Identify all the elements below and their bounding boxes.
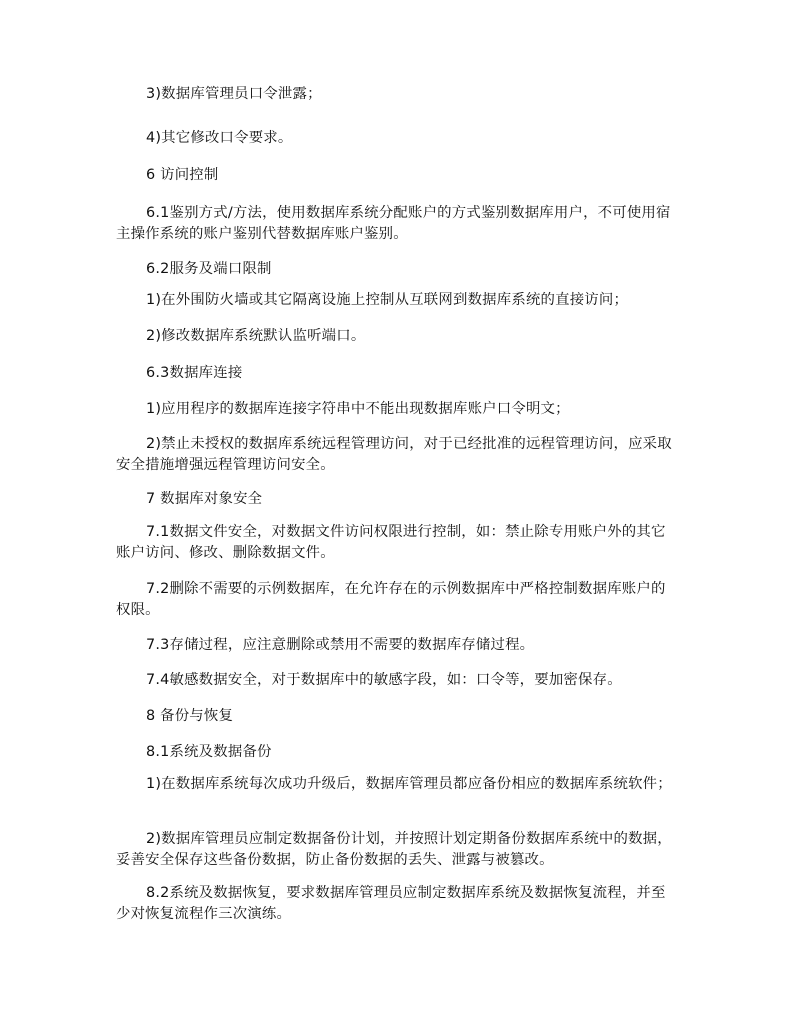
paragraph-6-2-item-1: 1)在外围防火墙或其它隔离设施上控制从互联网到数据库系统的直接访问； [146,292,629,308]
paragraph-6-1: 6.1鉴别方式/方法，使用数据库系统分配账户的方式鉴别数据库用户，不可使用宿主操作系统的账户鉴别代替数据库账户鉴别。 [116,205,671,242]
section-heading-7: 7 数据库对象安全 [146,491,263,507]
section-heading-6: 6 访问控制 [146,167,219,183]
paragraph-4-other-password: 4)其它修改口令要求。 [146,130,293,146]
paragraph-6-2-item-2: 2)修改数据库系统默认监听端口。 [146,328,366,344]
paragraph-6-3-item-2: 2)禁止未授权的数据库系统远程管理访问，对于已经批准的远程管理访问，应采取安全措施增强远程管理访问安全。 [116,436,672,473]
paragraph-8-2: 8.2系统及数据恢复，要求数据库管理员应制定数据库系统及数据恢复流程，并至少对恢复流程作三次演练。 [116,885,666,922]
paragraph-8-1-item-1: 1)在数据库系统每次成功升级后，数据库管理员都应备份相应的数据库系统软件； [146,776,672,792]
paragraph-7-3: 7.3存储过程，应注意删除或禁用不需要的数据库存储过程。 [146,637,535,653]
subheading-6-2: 6.2服务及端口限制 [146,261,272,277]
paragraph-8-1-item-2: 2)数据库管理员应制定数据备份计划，并按照计划定期备份数据库系统中的数据，妥善安全保存这些备份数据，防止备份数据的丢失、泄露与被篡改。 [116,831,672,868]
paragraph-6-3-item-1: 1)应用程序的数据库连接字符串中不能出现数据库账户口令明文； [146,401,570,417]
subheading-8-1: 8.1系统及数据备份 [146,744,272,760]
paragraph-7-1: 7.1数据文件安全，对数据文件访问权限进行控制，如：禁止除专用账户外的其它账户访问、修改、删除数据文件。 [116,524,666,561]
paragraph-3-password-leak: 3)数据库管理员口令泄露； [146,86,322,102]
paragraph-7-4: 7.4敏感数据安全，对于数据库中的敏感字段，如：口令等，要加密保存。 [146,672,622,688]
section-heading-8: 8 备份与恢复 [146,708,234,724]
subheading-6-3: 6.3数据库连接 [146,365,243,381]
paragraph-7-2: 7.2删除不需要的示例数据库，在允许存在的示例数据库中严格控制数据库账户的权限。 [116,581,666,618]
